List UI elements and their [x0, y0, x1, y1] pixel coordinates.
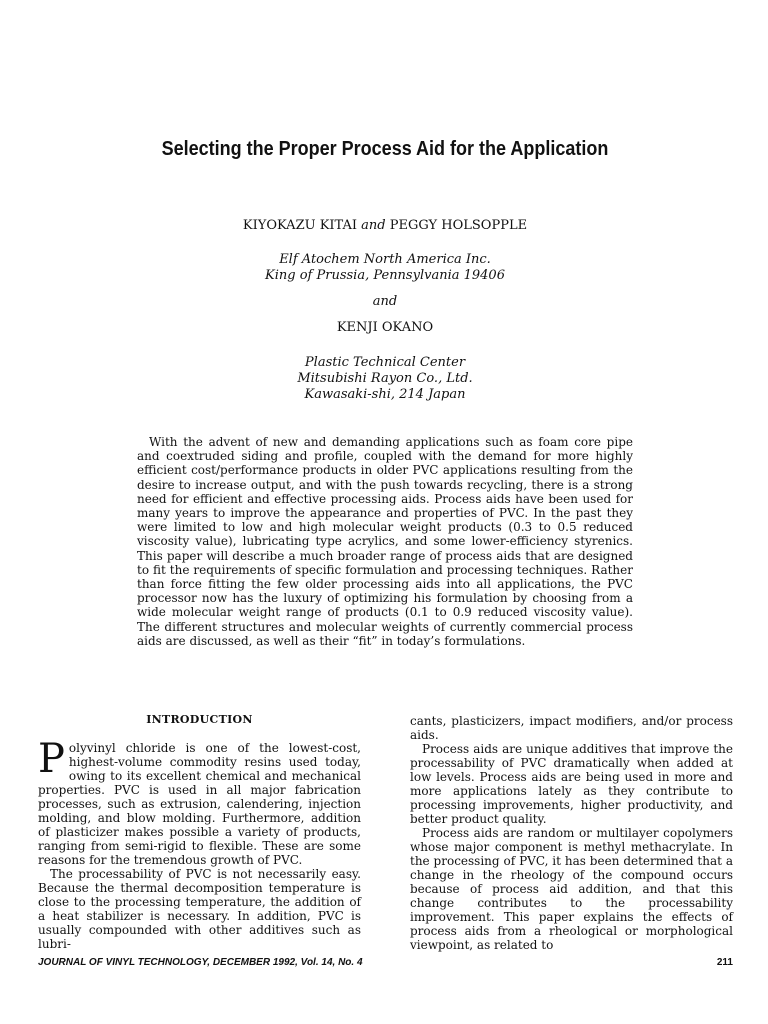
page-footer [38, 957, 733, 968]
paragraph: cants, plasticizers, impact modifiers, and/or process aids. [410, 714, 733, 742]
affiliation-line: Kawasaki-shi, 214 Japan [304, 387, 466, 402]
paragraph: Process aids are unique additives that improve the processability of PVC dramatically when added at low levels. Process aids are being used in more and more applications lately as they contribute to processing improvements, higher productivity, and better product quality. [410, 742, 733, 826]
affiliation-block [100, 355, 670, 403]
paragraph-text: olyvinyl chloride is one of the lowest-cost, highest-volume commodity resins used today, owing to its excellent chemical and mechanical properties. PVC is used in all major fabrication processes, such as extrusion, calendering, injection molding, and blow molding. Furthermore, addition of plasticizer makes possible a variety of products, ranging from semi-rigid to flexible. These are some reasons for the tremendous growth of PVC. [38, 741, 361, 867]
author-name: PEGGY HOLSOPPLE [389, 218, 528, 233]
affiliation-line: Mitsubishi Rayon Co., Ltd. [297, 371, 473, 386]
authors-line [100, 218, 670, 234]
abstract: With the advent of new and demanding applications such as foam core pipe and coextruded siding and profile, coupled with the demand for more highly efficient cost/performance products in older PVC applications resulting from the desire to increase output, and with the push towards recycling, there is a strong need for efficient and effective processing aids. Process aids have been used for many years to improve the appearance and properties of PVC. In the past they were limited to low and high molecular weight products (0.3 to 0.5 reduced viscosity value), lubricating type acrylics, and some lower-efficiency styrenics. This paper will describe a much broader range of process aids that are designed to fit the requirements of specific formulation and processing techniques. Rather than force fitting the few older processing aids into all applications, the PVC processor now has the luxury of optimizing his formulation by choosing from a wide molecular weight range of products (0.1 to 0.9 reduced viscosity value). The different structures and molecular weights of currently commercial process aids are discussed, as well as their “fit” in today’s formulations. [137, 435, 633, 648]
affiliation-line: Elf Atochem North America Inc. [279, 252, 491, 267]
right-column [410, 714, 733, 952]
page-number: 211 [716, 957, 733, 968]
paper-title: Selecting the Proper Process Aid for the Application [161, 138, 609, 160]
paragraph: The processability of PVC is not necessarily easy. Because the thermal decomposition temperature is close to the processing temperature, the addition of a heat stabilizer is necessary. In addition, PVC is usually compounded with other additives such as lubri- [38, 867, 361, 951]
journal-citation: JOURNAL OF VINYL TECHNOLOGY, DECEMBER 1992, Vol. 14, No. 4 [38, 957, 363, 968]
affiliation-block [100, 252, 670, 284]
affiliation-line: Plastic Technical Center [304, 355, 466, 370]
left-column [38, 711, 361, 951]
author-conjunction: and [361, 218, 386, 233]
author-separator: and [372, 294, 398, 309]
author-name: KIYOKAZU KITAI [242, 218, 358, 233]
paragraph: Process aids are random or multilayer copolymers whose major component is methyl methacrylate. In the processing of PVC, it has been determined that a change in the rheology of the compound occurs because of process aid addition, and that this change contributes to the processability improvement. This paper explains the effects of process aids from a rheological or morphological viewpoint, as related to [410, 826, 733, 952]
section-heading: INTRODUCTION [146, 713, 253, 726]
drop-cap: P [38, 736, 65, 782]
paragraph [38, 736, 361, 867]
affiliation-line: King of Prussia, Pennsylvania 19406 [265, 268, 505, 283]
author-name: KENJI OKANO [336, 320, 434, 335]
